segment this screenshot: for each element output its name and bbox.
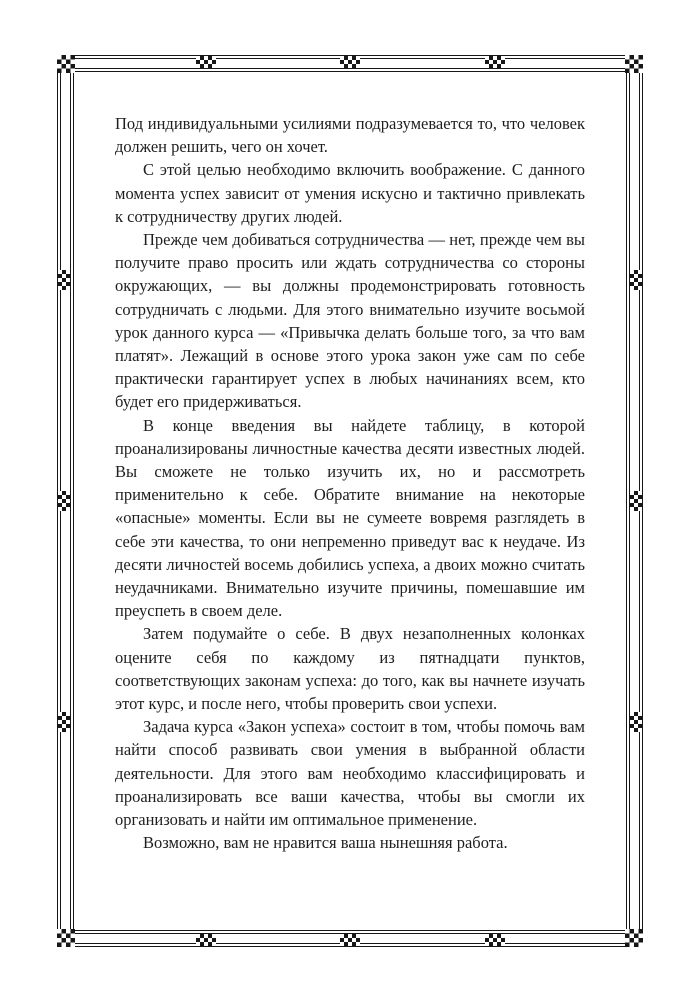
paragraph: Возможно, вам не нравится ваша нынешняя работа.	[143, 833, 508, 853]
border-ornament-icon	[340, 934, 360, 946]
border-ornament-icon	[630, 491, 642, 511]
border-ornament-icon	[57, 929, 75, 947]
paragraph: С этой целью необходимо включить воображение. С данного момента успех зависит от умения искусно и тактично привлекать к сотрудничеству других людей.	[115, 160, 585, 226]
paragraph: Задача курса «Закон успеха» состоит в том, чтобы помочь вам найти способ развивать свои умения в выбранной области деятельности. Для этого вам необходимо классифицировать и проанализировать все ваши качества, чтобы вы смогли их организовать и найти им оптимальное применение.	[115, 717, 585, 830]
border-ornament-icon	[340, 56, 360, 68]
border-ornament-icon	[58, 491, 70, 511]
inner-frame	[70, 68, 630, 934]
paragraph: Прежде чем добиваться сотрудничества — нет, прежде чем вы получите право просить или ждать сотрудничества со стороны окружающих, — вы должны продемонстрировать готовность сотрудничать с людьми. Для этого внимательно изучите восьмой урок данного курса — «Привычка делать больше того, за что вам платят». Лежащий в основе этого урока закон уже сам по себе практически гарантирует успех в любых начинаниях всем, кто будет его придерживаться.	[115, 230, 585, 412]
border-ornament-icon	[625, 55, 643, 73]
border-ornament-icon	[485, 934, 505, 946]
border-ornament-icon	[196, 934, 216, 946]
frame-band	[61, 59, 639, 943]
border-ornament-icon	[58, 270, 70, 290]
border-ornament-icon	[625, 929, 643, 947]
border-ornament-icon	[485, 56, 505, 68]
border-ornament-icon	[196, 56, 216, 68]
paragraph: Под индивидуальными усилиями подразумевается то, что человек должен решить, чего он хочет.	[115, 114, 585, 157]
paragraph: В конце введения вы найдете таблицу, в которой проанализированы личностные качества десяти известных людей. Вы сможете не только изучить их, но и рассмотреть применительно к себе. Обратите внимание на некоторые «опасные» моменты. Если вы не сумеете вовремя разглядеть в себе эти качества, то они непременно приведут вас к неудаче. Из десяти личностей восемь добились успеха, а двоих можно считать неудачниками. Внимательно изучите причины, помешавшие им преуспеть в своем деле.	[115, 415, 585, 621]
border-ornament-icon	[630, 270, 642, 290]
paragraph: Затем подумайте о себе. В двух незаполненных колонках оцените себя по каждому из пятнадцати пунктов, соответствующих законам успеха: до того, как вы начнете изучать этот курс, и после него, чтобы проверить свои успехи.	[115, 624, 585, 714]
border-ornament-icon	[58, 712, 70, 732]
decorative-frame	[57, 55, 643, 947]
border-ornament-icon	[630, 712, 642, 732]
border-ornament-icon	[57, 55, 75, 73]
page-text	[74, 72, 626, 930]
